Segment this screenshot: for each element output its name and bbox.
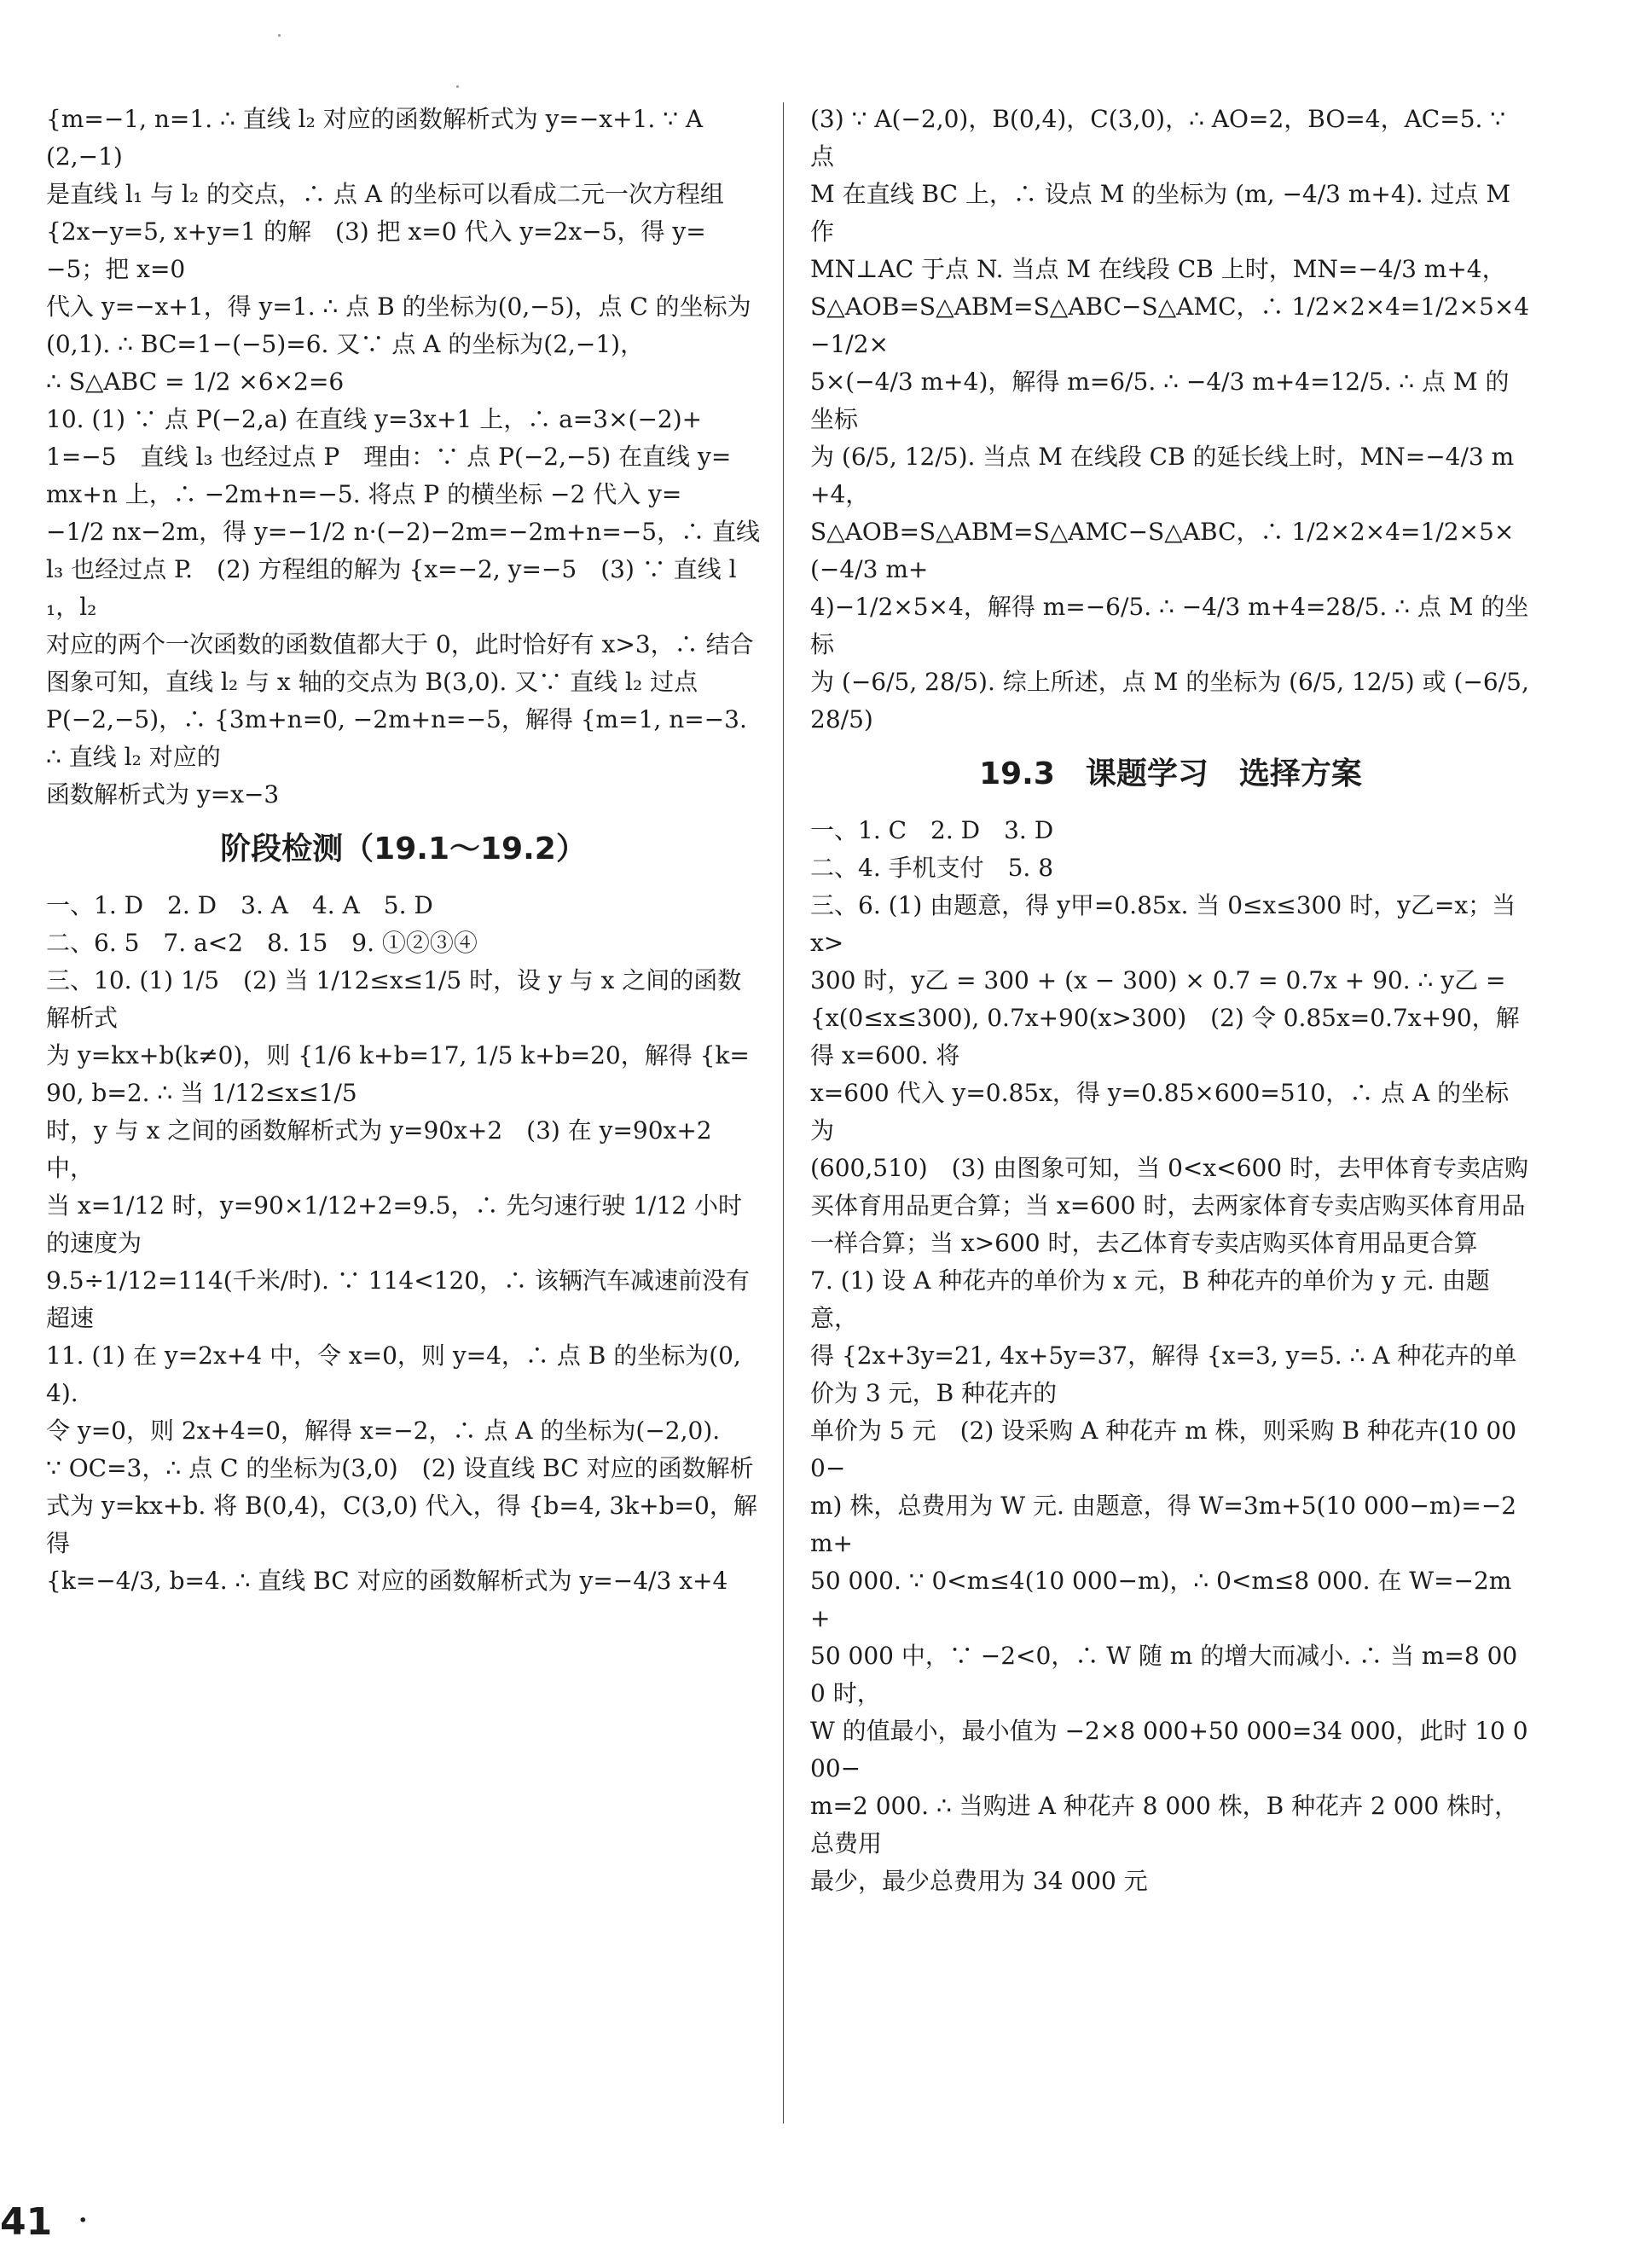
text-line: 令 y=0，则 2x+4=0，解得 x=−2，∴ 点 A 的坐标为(−2,0). [46,1417,721,1445]
text-line: {x(0≤x≤300), 0.7x+90(x>300) (2) 令 0.85x=0.7x+90，解得 x=600. 将 [810,1004,1520,1069]
text-line: {k=−4/3, b=4. ∴ 直线 BC 对应的函数解析式为 y=−4/3 x+4 [46,1567,728,1595]
scan-speck [278,34,281,37]
left-answer-lines [46,101,761,814]
text-line: 当 x=1/12 时，y=90×1/12+2=9.5，∴ 先匀速行驶 1/12 小时的速度为 [46,1191,743,1257]
text-line: 对应的两个一次函数的函数值都大于 0，此时恰好有 x>3，∴ 结合 [46,630,754,658]
scan-speck [456,85,459,88]
left-answer-lines-b [46,887,761,1600]
text-line: 三、6. (1) 由题意，得 y甲=0.85x. 当 0≤x≤300 时，y乙=x；当 x> [810,891,1516,957]
text-line: m=2 000. ∴ 当购进 A 种花卉 8 000 株，B 种花卉 2 000 株时，总费用 [810,1792,1519,1857]
text-line: 5×(−4/3 m+4)，解得 m=6/5. ∴ −4/3 m+4=12/5. ∴ 点 M 的坐标 [810,368,1510,433]
text-line: 10. (1) ∵ 点 P(−2,a) 在直线 y=3x+1 上，∴ a=3×(−2)+ [46,405,703,433]
text-line: 三、10. (1) 1/5 (2) 当 1/12≤x≤1/5 时，设 y 与 x 之间的函数解析式 [46,966,742,1032]
text-line: W 的值最小，最小值为 −2×8 000+50 000=34 000，此时 10 000− [810,1717,1528,1782]
text-line: 式为 y=kx+b. 将 B(0,4)，C(3,0) 代入，得 {b=4, 3k+b=0，解得 [46,1492,757,1557]
text-line: 300 时，y乙 = 300 + (x − 300) × 0.7 = 0.7x + 90. ∴ y乙 = [810,966,1506,994]
text-line: 二、6. 5 7. a<2 8. 15 9. ①②③④ [46,929,478,957]
text-line: 11. (1) 在 y=2x+4 中，令 x=0，则 y=4，∴ 点 B 的坐标为(0,4). [46,1342,741,1407]
text-line: 为 y=kx+b(k≠0)，则 {1/6 k+b=17, 1/5 k+b=20，解得 {k=90, b=2. ∴ 当 1/12≤x≤1/5 [46,1041,750,1107]
page-number-dot: · [78,2205,88,2235]
text-line: 为 (6/5, 12/5). 当点 M 在线段 CB 的延长线上时，MN=−4/3 m+4， [810,443,1515,508]
text-line: 50 000. ∵ 0<m≤4(10 000−m)，∴ 0<m≤8 000. 在 W=−2m+ [810,1567,1512,1632]
text-line: {2x−y=5, x+y=1 的解 (3) 把 x=0 代入 y=2x−5，得 y=−5；把 x=0 [46,217,706,283]
text-line: ∴ S△ABC = 1/2 ×6×2=6 [46,368,345,396]
text-line: mx+n 上，∴ −2m+n=−5. 将点 P 的横坐标 −2 代入 y= [46,480,682,508]
right-column [810,101,1531,1900]
text-line: M 在直线 BC 上，∴ 设点 M 的坐标为 (m, −4/3 m+4). 过点 M 作 [810,180,1510,246]
text-line: (600,510) (3) 由图象可知，当 0<x<600 时，去甲体育专卖店购 [810,1154,1528,1182]
text-line: 得 {2x+3y=21, 4x+5y=37，解得 {x=3, y=5. ∴ A 种花卉的单价为 3 元，B 种花卉的 [810,1342,1517,1407]
text-line: 代入 y=−x+1，得 y=1. ∴ 点 B 的坐标为(0,−5)，点 C 的坐标为 [46,293,751,321]
text-line: 7. (1) 设 A 种花卉的单价为 x 元，B 种花卉的单价为 y 元. 由题意， [810,1266,1490,1332]
text-line: m) 株，总费用为 W 元. 由题意，得 W=3m+5(10 000−m)=−2m+ [810,1492,1517,1557]
column-divider [783,102,784,2124]
text-line: 为 (−6/5, 28/5). 综上所述，点 M 的坐标为 (6/5, 12/5) 或 (−6/5, 28/5) [810,668,1529,733]
page-number: 41 [0,2200,53,2244]
text-line: 50 000 中，∵ −2<0，∴ W 随 m 的增大而减小. ∴ 当 m=8 000 时， [810,1642,1518,1707]
text-line: x=600 代入 y=0.85x，得 y=0.85×600=510，∴ 点 A 的坐标为 [810,1079,1510,1144]
text-line: MN⊥AC 于点 N. 当点 M 在线段 CB 上时，MN=−4/3 m+4， [810,255,1506,283]
text-line: 买体育用品更合算；当 x=600 时，去两家体育专卖店购买体育用品 [810,1191,1526,1220]
text-line: 是直线 l₁ 与 l₂ 的交点，∴ 点 A 的坐标可以看成二元一次方程组 [46,180,724,208]
text-line: −1/2 nx−2m，得 y=−1/2 n·(−2)−2m=−2m+n=−5，∴ 直线 [46,518,760,546]
text-line: 9.5÷1/12=114(千米/时). ∵ 114<120，∴ 该辆汽车减速前没有超速 [46,1266,751,1332]
text-line: 4)−1/2×5×4，解得 m=−6/5. ∴ −4/3 m+4=28/5. ∴ 点 M 的坐标 [810,593,1529,658]
text-line: 一样合算；当 x>600 时，去乙体育专卖店购买体育用品更合算 [810,1229,1478,1257]
section-title: 阶段检测（19.1～19.2） [220,832,587,866]
text-line: 二、4. 手机支付 5. 8 [810,854,1054,882]
text-line: 单价为 5 元 (2) 设采购 A 种花卉 m 株，则采购 B 种花卉(10 000− [810,1417,1517,1482]
text-line: l₃ 也经过点 P. (2) 方程组的解为 {x=−2, y=−5 (3) ∵ 直线 l₁，l₂ [46,555,737,621]
text-line: (3) ∵ A(−2,0)，B(0,4)，C(3,0)，∴ AO=2，BO=4，AC=5. ∵ 点 [810,105,1506,171]
text-line: S△AOB=S△ABM=S△AMC−S△ABC，∴ 1/2×2×4=1/2×5×(−4/3 m+ [810,518,1515,583]
section-title: 19.3 课题学习 选择方案 [979,756,1362,791]
text-line: S△AOB=S△ABM=S△ABC−S△AMC，∴ 1/2×2×4=1/2×5×4−1/2× [810,293,1530,358]
right-answer-lines [810,101,1531,739]
text-line: (0,1). ∴ BC=1−(−5)=6. 又∵ 点 A 的坐标为(2,−1)， [46,330,645,358]
text-line: 一、1. C 2. D 3. D [810,816,1054,844]
text-line: ∵ OC=3，∴ 点 C 的坐标为(3,0) (2) 设直线 BC 对应的函数解析 [46,1454,754,1482]
text-line: {m=−1, n=1. ∴ 直线 l₂ 对应的函数解析式为 y=−x+1. ∵ A(2,−1) [46,105,704,171]
left-column [46,101,761,1600]
text-line: 最少，最少总费用为 34 000 元 [810,1867,1148,1895]
text-line: P(−2,−5)，∴ {3m+n=0, −2m+n=−5，解得 {m=1, n=−3. ∴ 直线 l₂ 对应的 [46,705,747,771]
text-line: 图象可知，直线 l₂ 与 x 轴的交点为 B(3,0). 又∵ 直线 l₂ 过点 [46,668,698,696]
text-line: 一、1. D 2. D 3. A 4. A 5. D [46,891,433,919]
text-line: 函数解析式为 y=x−3 [46,780,280,808]
text-line: 时，y 与 x 之间的函数解析式为 y=90x+2 (3) 在 y=90x+2 中， [46,1116,712,1182]
right-answer-lines-b [810,812,1531,1900]
text-line: 1=−5 直线 l₃ 也经过点 P 理由：∵ 点 P(−2,−5) 在直线 y= [46,443,732,471]
